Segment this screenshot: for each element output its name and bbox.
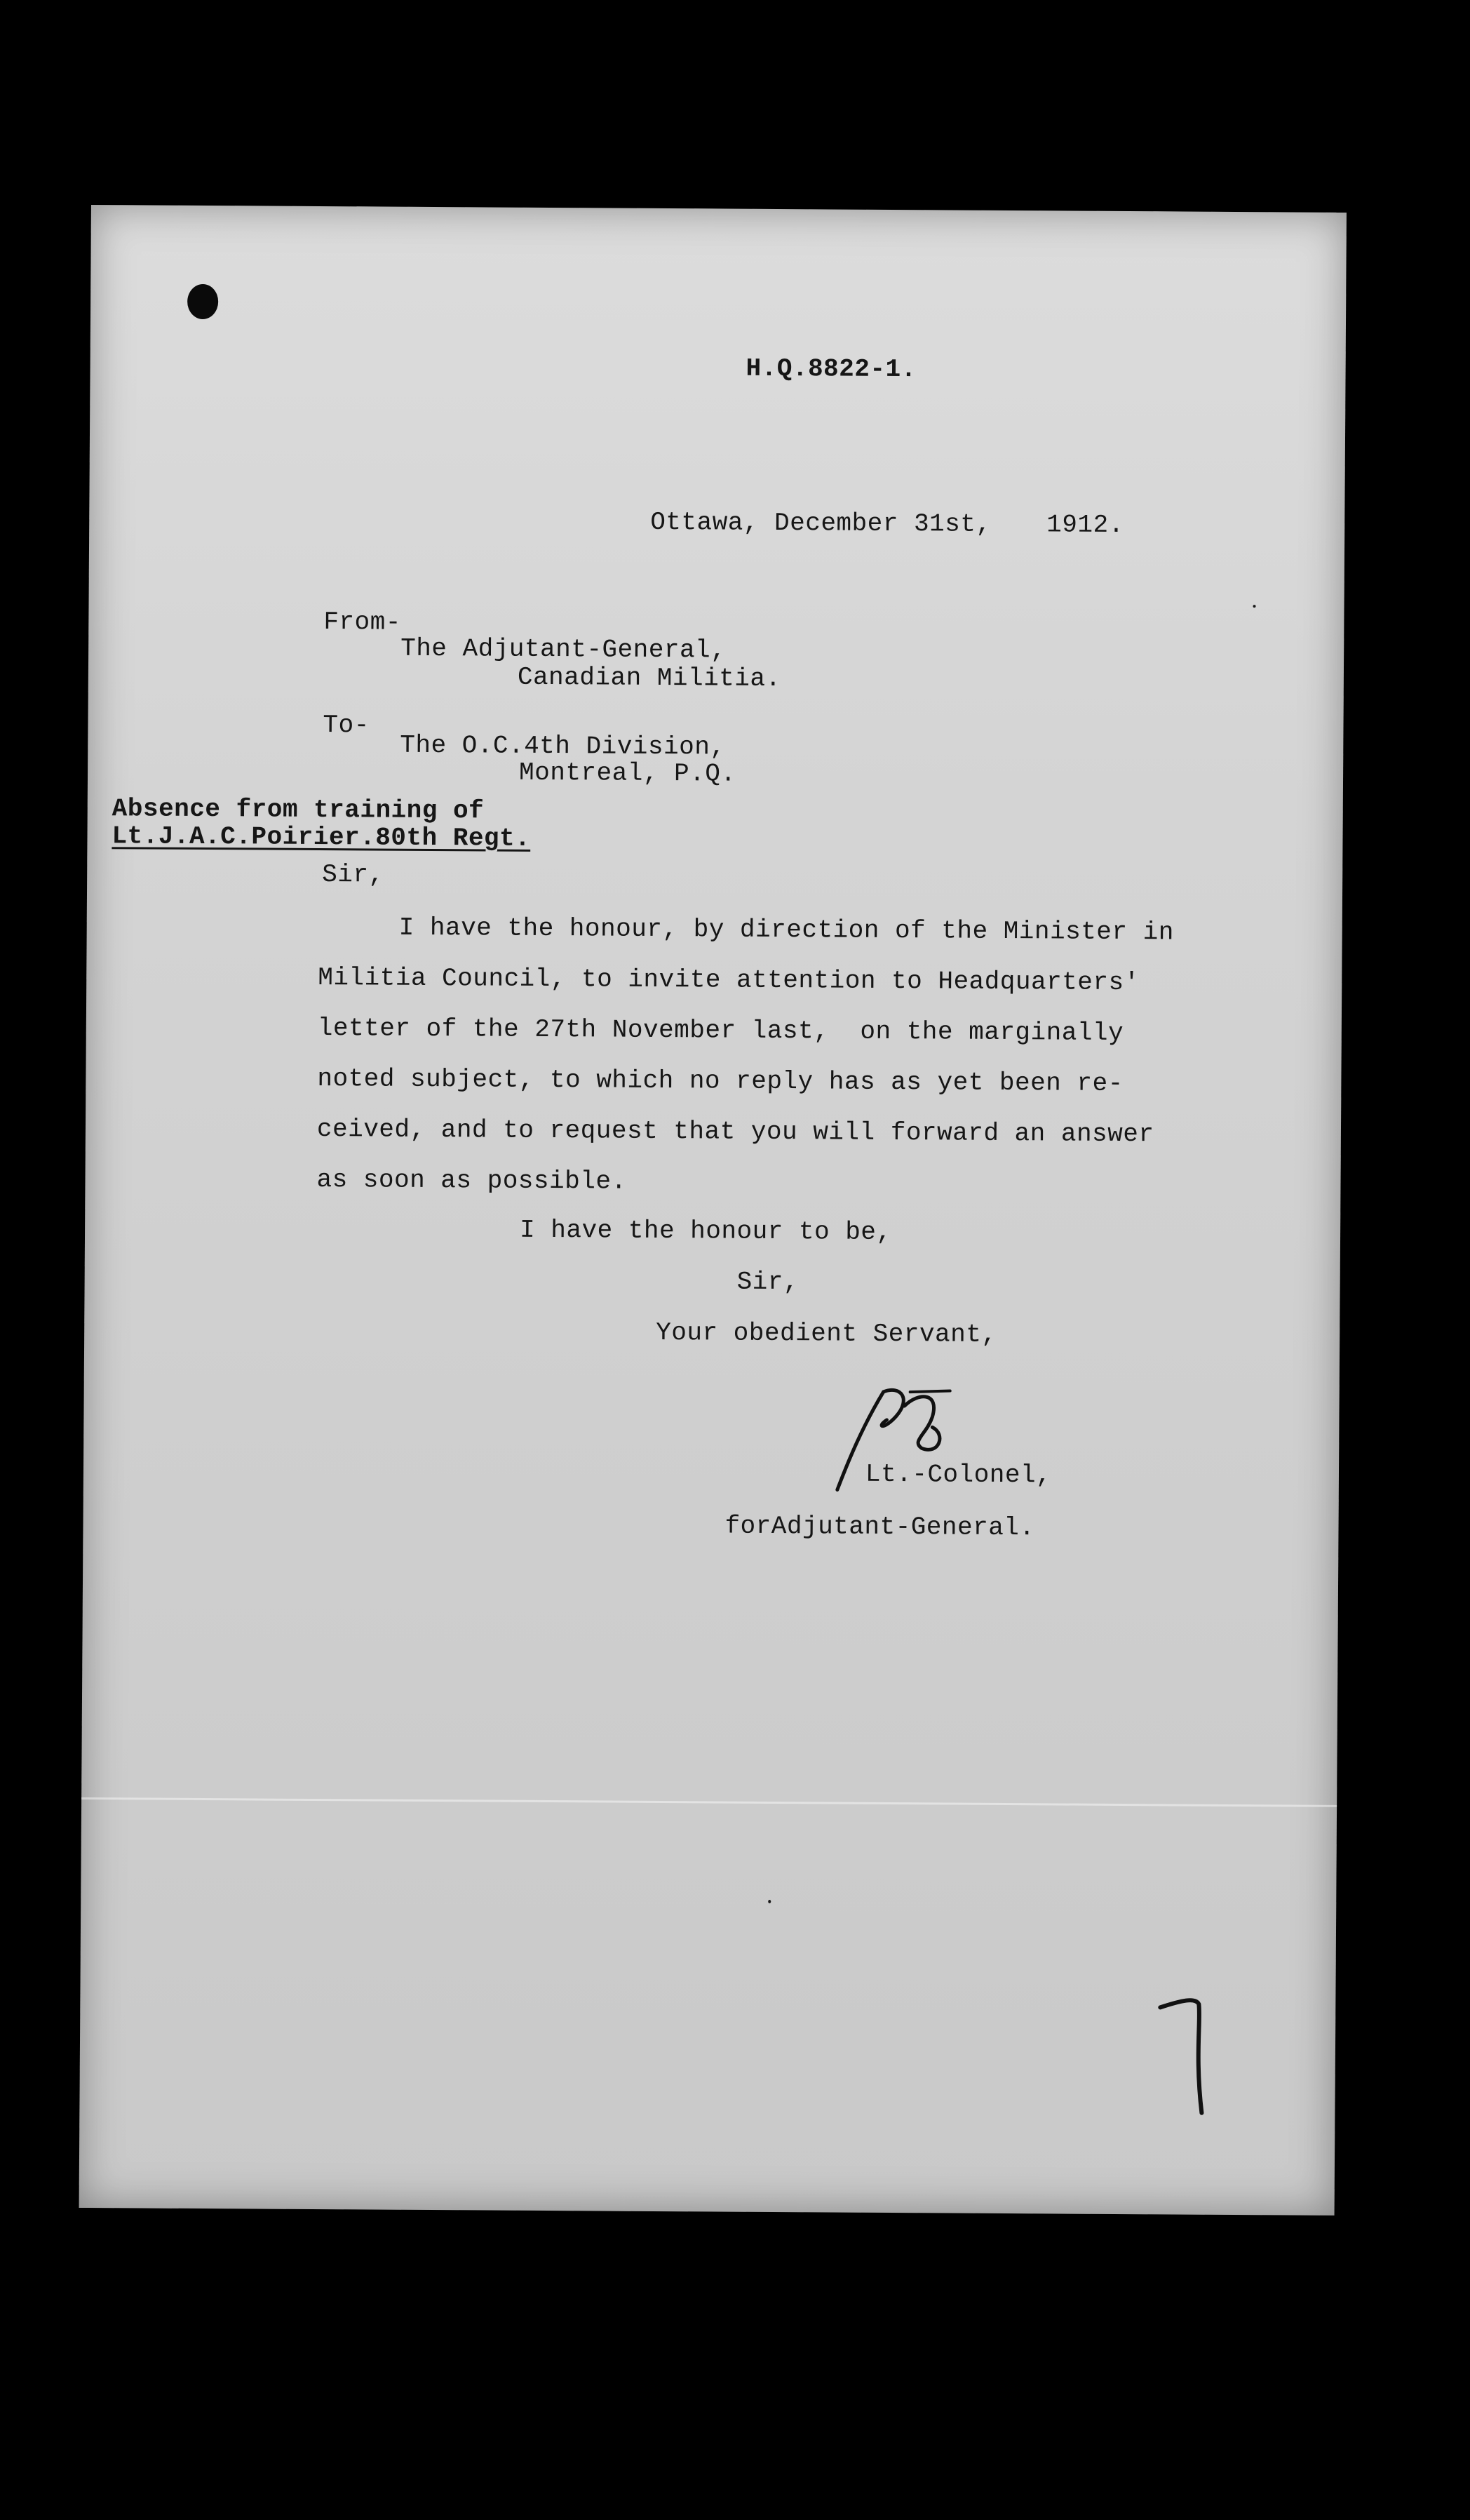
paper-speck (1253, 605, 1256, 608)
fold-line (81, 1797, 1337, 1807)
margin-mark-seven (1145, 1979, 1258, 2120)
from-label: From- (323, 608, 402, 637)
body-line-3: letter of the 27th November last, on the marginally (317, 1013, 1124, 1048)
from-line-2: Canadian Militia. (517, 662, 781, 694)
body-line-2: Militia Council, to invite attention to Headquarters' (318, 963, 1140, 998)
signature-rank: Lt.-Colonel, (865, 1459, 1052, 1490)
subject-line-2: Lt.J.A.C.Poirier.80th Regt. (112, 822, 531, 853)
closing-line-1: I have the honour to be, (519, 1215, 892, 1247)
letter-year: 1912. (1046, 510, 1124, 540)
to-label: To- (323, 711, 370, 740)
body-line-4: noted subject, to which no reply has as yet been re- (317, 1064, 1124, 1099)
closing-line-3: Your obedient Servant, (656, 1318, 997, 1349)
signature-for: forAdjutant-General. (724, 1511, 1035, 1543)
body-line-5: ceived, and to request that you will forward an answer (316, 1114, 1154, 1149)
closing-line-2: Sir, (736, 1267, 800, 1297)
to-line-2: Montreal, P.Q. (518, 758, 736, 789)
salutation: Sir, (322, 860, 384, 890)
subject-line-1: Absence from training of (112, 794, 485, 826)
body-line-6: as soon as possible. (316, 1165, 627, 1196)
to-line-1: The O.C.4th Division, (400, 730, 726, 762)
letter-page (79, 205, 1347, 2216)
file-reference: H.Q.8822-1. (746, 354, 917, 384)
place-date: Ottawa, December 31st, (650, 507, 992, 539)
paper-speck (768, 1900, 771, 1903)
body-line-1: I have the honour, by direction of the Minister in (398, 913, 1175, 947)
from-line-1: The Adjutant-General, (400, 634, 727, 665)
punch-hole (187, 284, 218, 319)
